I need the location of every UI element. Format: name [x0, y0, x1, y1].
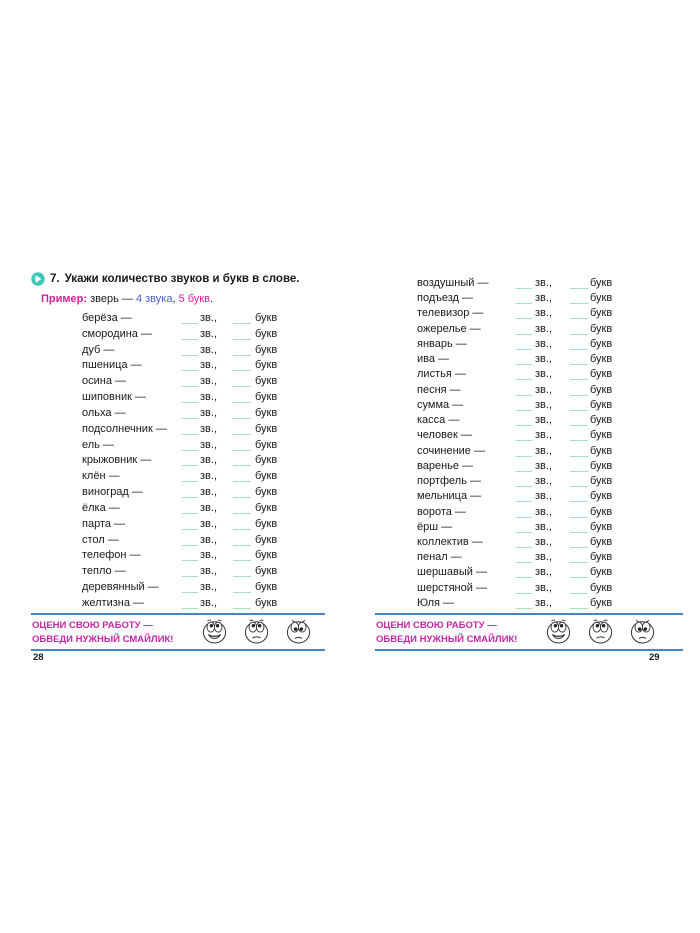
letters-label: букв	[255, 470, 278, 483]
sounds-blank	[516, 369, 532, 380]
sounds-blank	[182, 313, 198, 324]
sounds-blank	[516, 507, 532, 518]
word-label: январь —	[417, 337, 467, 350]
sounds-label: зв.,	[200, 501, 217, 514]
letters-blank	[570, 278, 588, 289]
word-label: телевизор —	[417, 307, 484, 320]
sounds-blank	[182, 392, 198, 403]
letters-label: букв	[590, 292, 613, 305]
letters-blank	[570, 446, 588, 457]
letters-label: букв	[590, 459, 613, 472]
word-label: крыжовник —	[82, 454, 152, 467]
sounds-blank	[516, 385, 532, 396]
letters-label: букв	[590, 398, 613, 411]
sounds-label: зв.,	[200, 343, 217, 356]
rate-instruction-line1: ОЦЕНИ СВОЮ РАБОТУ —	[32, 620, 153, 631]
word-row	[375, 566, 685, 581]
rate-instruction-line2: ОБВЕДИ НУЖНЫЙ СМАЙЛИК!	[376, 633, 518, 645]
letters-label: букв	[590, 475, 613, 488]
sounds-blank	[516, 522, 532, 533]
sounds-blank	[516, 293, 532, 304]
word-label: сочинение —	[417, 444, 485, 457]
letters-label: букв	[590, 322, 613, 335]
sounds-blank	[182, 360, 198, 371]
word-label: ёлка —	[82, 501, 120, 514]
word-label: касса —	[417, 414, 460, 427]
letters-label: букв	[590, 414, 613, 427]
letters-label: букв	[590, 566, 613, 579]
sounds-label: зв.,	[200, 454, 217, 467]
sounds-label: зв.,	[535, 551, 552, 564]
footer-bottom-line	[375, 649, 683, 651]
letters-label: букв	[590, 596, 613, 609]
letters-blank	[233, 519, 251, 530]
letters-blank	[570, 293, 588, 304]
letters-blank	[570, 522, 588, 533]
letters-label: букв	[255, 549, 278, 562]
word-row	[375, 368, 685, 383]
word-row	[375, 582, 685, 597]
letters-blank	[233, 329, 251, 340]
word-row	[31, 328, 331, 344]
page-number-right: 29	[649, 652, 660, 663]
word-label: листья —	[417, 368, 466, 381]
sounds-label: зв.,	[200, 565, 217, 578]
sounds-label: зв.,	[535, 444, 552, 457]
sounds-label: зв.,	[200, 470, 217, 483]
word-row	[375, 384, 685, 399]
letters-label: букв	[255, 438, 278, 451]
sounds-blank	[516, 339, 532, 350]
word-row	[31, 470, 331, 486]
word-label: стол —	[82, 533, 119, 546]
letters-blank	[233, 360, 251, 371]
word-label: портфель —	[417, 475, 481, 488]
task-title: Укажи количество звуков и букв в слове.	[64, 273, 300, 285]
word-row	[31, 565, 331, 581]
letters-label: букв	[590, 535, 613, 548]
sounds-blank	[516, 324, 532, 335]
smiley-happy-icon	[545, 616, 572, 646]
word-row	[31, 518, 331, 534]
letters-label: букв	[255, 359, 278, 372]
sounds-label: зв.,	[200, 549, 217, 562]
letters-blank	[233, 440, 251, 451]
sounds-blank	[516, 537, 532, 548]
word-label: сумма —	[417, 398, 464, 411]
sounds-blank	[182, 519, 198, 530]
word-list-right	[375, 277, 685, 612]
letters-label: букв	[255, 581, 278, 594]
smiley-group	[545, 616, 656, 646]
letters-blank	[233, 598, 251, 609]
sounds-blank	[182, 566, 198, 577]
example-letters: 5 букв	[178, 293, 210, 305]
rate-instruction	[376, 619, 517, 646]
letters-label: букв	[255, 375, 278, 388]
sounds-label: зв.,	[200, 596, 217, 609]
word-row	[31, 423, 331, 439]
word-row	[31, 439, 331, 455]
sounds-label: зв.,	[535, 505, 552, 518]
smiley-neutral-icon	[587, 616, 614, 646]
word-label: телефон —	[82, 549, 141, 562]
word-label: воздушный —	[417, 277, 489, 289]
letters-label: букв	[590, 505, 613, 518]
letters-label: букв	[255, 501, 278, 514]
word-label: деревянный —	[82, 581, 159, 594]
letters-label: букв	[590, 581, 613, 594]
letters-blank	[570, 354, 588, 365]
letters-label: букв	[590, 337, 613, 350]
word-row	[31, 581, 331, 597]
footer-top-line	[375, 613, 683, 615]
sounds-label: зв.,	[535, 490, 552, 503]
sounds-label: зв.,	[535, 368, 552, 381]
letters-blank	[233, 392, 251, 403]
word-row	[375, 277, 685, 292]
word-label: пенал —	[417, 551, 462, 564]
sounds-blank	[516, 598, 532, 609]
word-row	[375, 338, 685, 353]
word-label: ольха —	[82, 406, 126, 419]
word-row	[375, 445, 685, 460]
letters-blank	[570, 598, 588, 609]
rate-footer-left	[31, 613, 325, 653]
letters-blank	[570, 552, 588, 563]
sounds-blank	[182, 408, 198, 419]
word-label: подъезд —	[417, 292, 474, 305]
sounds-label: зв.,	[535, 566, 552, 579]
smiley-happy-icon	[201, 616, 228, 646]
word-row	[375, 506, 685, 521]
letters-label: букв	[255, 312, 278, 324]
example-label: Пример:	[41, 293, 88, 305]
word-row	[375, 399, 685, 414]
sounds-blank	[516, 446, 532, 457]
sounds-label: зв.,	[200, 517, 217, 530]
word-label: пшеница —	[82, 359, 142, 372]
word-label: виноград —	[82, 486, 143, 499]
letters-blank	[570, 308, 588, 319]
word-row	[31, 391, 331, 407]
letters-label: букв	[255, 565, 278, 578]
sounds-label: зв.,	[535, 535, 552, 548]
word-label: коллектив —	[417, 535, 483, 548]
sounds-label: зв.,	[535, 292, 552, 305]
word-row	[375, 475, 685, 490]
word-label: мельница —	[417, 490, 482, 503]
word-label: дуб —	[82, 343, 115, 356]
letters-blank	[233, 566, 251, 577]
word-label: ожерелье —	[417, 322, 481, 335]
letters-blank	[233, 455, 251, 466]
word-row	[375, 323, 685, 338]
sounds-label: зв.,	[200, 312, 217, 324]
sounds-label: зв.,	[535, 520, 552, 533]
sounds-blank	[516, 583, 532, 594]
word-row	[31, 534, 331, 550]
sounds-blank	[516, 552, 532, 563]
example-period: .	[209, 293, 214, 305]
word-row	[31, 597, 331, 613]
letters-label: букв	[255, 517, 278, 530]
word-label: берёза —	[82, 312, 132, 324]
letters-blank	[233, 345, 251, 356]
example-comma: ,	[172, 293, 176, 305]
sounds-blank	[182, 503, 198, 514]
task-marker-icon	[31, 272, 45, 286]
sounds-label: зв.,	[535, 353, 552, 366]
sounds-blank	[516, 567, 532, 578]
sounds-label: зв.,	[535, 475, 552, 488]
word-row	[31, 359, 331, 375]
letters-blank	[570, 507, 588, 518]
letters-label: букв	[255, 596, 278, 609]
sounds-blank	[516, 430, 532, 441]
sounds-blank	[516, 461, 532, 472]
letters-label: букв	[590, 429, 613, 442]
word-row	[31, 407, 331, 423]
letters-blank	[233, 424, 251, 435]
sounds-label: зв.,	[200, 327, 217, 340]
letters-blank	[570, 339, 588, 350]
sounds-label: зв.,	[200, 359, 217, 372]
sounds-label: зв.,	[535, 429, 552, 442]
letters-label: букв	[590, 490, 613, 503]
word-row	[375, 521, 685, 536]
sounds-blank	[516, 415, 532, 426]
word-row	[375, 292, 685, 307]
word-row	[375, 307, 685, 322]
word-label: подсолнечник —	[82, 422, 167, 435]
letters-blank	[570, 461, 588, 472]
letters-blank	[570, 583, 588, 594]
sounds-blank	[182, 550, 198, 561]
sounds-blank	[182, 376, 198, 387]
rate-instruction-line2: ОБВЕДИ НУЖНЫЙ СМАЙЛИК!	[32, 633, 174, 645]
word-row	[31, 549, 331, 565]
letters-label: букв	[590, 368, 613, 381]
sounds-label: зв.,	[200, 438, 217, 451]
task-example	[41, 293, 213, 305]
rate-instruction-line1: ОЦЕНИ СВОЮ РАБОТУ —	[376, 620, 497, 631]
sounds-blank	[182, 598, 198, 609]
letters-blank	[233, 550, 251, 561]
rate-instruction	[32, 619, 173, 646]
sounds-blank	[182, 487, 198, 498]
word-row	[375, 460, 685, 475]
word-row	[31, 486, 331, 502]
task-header	[31, 272, 299, 286]
sounds-label: зв.,	[535, 383, 552, 396]
example-word: зверь —	[90, 293, 133, 305]
word-label: шерстяной —	[417, 581, 487, 594]
letters-label: букв	[255, 406, 278, 419]
letters-label: букв	[255, 533, 278, 546]
word-label: осина —	[82, 375, 127, 388]
letters-blank	[570, 491, 588, 502]
sounds-blank	[182, 535, 198, 546]
letters-blank	[570, 400, 588, 411]
word-label: Юля —	[417, 596, 455, 609]
sounds-label: зв.,	[535, 337, 552, 350]
sounds-label: зв.,	[535, 459, 552, 472]
word-label: шиповник —	[82, 391, 146, 404]
letters-blank	[233, 487, 251, 498]
letters-label: букв	[590, 277, 613, 289]
word-label: клён —	[82, 470, 120, 483]
letters-blank	[233, 408, 251, 419]
footer-bottom-line	[31, 649, 325, 651]
letters-blank	[570, 324, 588, 335]
sounds-blank	[182, 471, 198, 482]
letters-label: букв	[590, 520, 613, 533]
word-label: варенье —	[417, 459, 474, 472]
footer-top-line	[31, 613, 325, 615]
sounds-label: зв.,	[535, 581, 552, 594]
letters-blank	[570, 385, 588, 396]
letters-blank	[233, 313, 251, 324]
word-row	[31, 454, 331, 470]
sounds-label: зв.,	[200, 533, 217, 546]
letters-label: букв	[590, 444, 613, 457]
letters-label: букв	[255, 343, 278, 356]
page-number-left: 28	[33, 652, 44, 663]
word-row	[375, 490, 685, 505]
sounds-label: зв.,	[535, 277, 552, 289]
word-row	[31, 312, 331, 328]
sounds-label: зв.,	[535, 322, 552, 335]
word-label: смородина —	[82, 327, 152, 340]
word-label: песня —	[417, 383, 461, 396]
word-label: шершавый —	[417, 566, 487, 579]
letters-label: букв	[255, 327, 278, 340]
smiley-neutral-icon	[243, 616, 270, 646]
sounds-label: зв.,	[200, 406, 217, 419]
word-row	[375, 414, 685, 429]
word-row	[375, 536, 685, 551]
letters-label: букв	[255, 486, 278, 499]
word-row	[375, 353, 685, 368]
rate-footer-right	[375, 613, 683, 653]
letters-label: букв	[590, 383, 613, 396]
smiley-sad-icon	[285, 616, 312, 646]
letters-label: букв	[255, 391, 278, 404]
letters-blank	[233, 582, 251, 593]
word-row	[31, 375, 331, 391]
sounds-label: зв.,	[200, 422, 217, 435]
smiley-group	[201, 616, 312, 646]
letters-label: букв	[255, 422, 278, 435]
sounds-blank	[516, 308, 532, 319]
sounds-blank	[516, 354, 532, 365]
letters-blank	[570, 415, 588, 426]
letters-blank	[233, 376, 251, 387]
sounds-label: зв.,	[200, 375, 217, 388]
letters-blank	[570, 369, 588, 380]
word-label: ива —	[417, 353, 450, 366]
letters-blank	[570, 567, 588, 578]
word-label: ель —	[82, 438, 114, 451]
word-label: тепло —	[82, 565, 126, 578]
word-label: желтизна —	[82, 596, 145, 609]
sounds-blank	[182, 582, 198, 593]
sounds-label: зв.,	[200, 391, 217, 404]
sounds-blank	[516, 278, 532, 289]
sounds-blank	[182, 455, 198, 466]
word-label: ворота —	[417, 505, 466, 518]
sounds-label: зв.,	[535, 398, 552, 411]
smiley-sad-icon	[629, 616, 656, 646]
sounds-blank	[182, 440, 198, 451]
letters-blank	[570, 476, 588, 487]
letters-blank	[233, 503, 251, 514]
word-row	[375, 597, 685, 612]
sounds-blank	[516, 476, 532, 487]
sounds-label: зв.,	[535, 596, 552, 609]
task-number: 7.	[50, 273, 60, 285]
word-row	[31, 344, 331, 360]
sounds-blank	[516, 400, 532, 411]
letters-blank	[570, 430, 588, 441]
word-label: парта —	[82, 517, 126, 530]
letters-blank	[233, 471, 251, 482]
sounds-blank	[516, 491, 532, 502]
sounds-label: зв.,	[535, 307, 552, 320]
sounds-blank	[182, 424, 198, 435]
sounds-blank	[182, 345, 198, 356]
word-row	[375, 551, 685, 566]
example-sounds: 4 звука	[135, 293, 173, 305]
word-row	[375, 429, 685, 444]
word-label: человек —	[417, 429, 472, 442]
letters-label: букв	[590, 307, 613, 320]
word-list-left	[31, 312, 331, 613]
sounds-label: зв.,	[200, 581, 217, 594]
sounds-label: зв.,	[535, 414, 552, 427]
word-label: ёрш —	[417, 520, 453, 533]
sounds-label: зв.,	[200, 486, 217, 499]
letters-label: букв	[590, 353, 613, 366]
word-row	[31, 502, 331, 518]
letters-blank	[233, 535, 251, 546]
sounds-blank	[182, 329, 198, 340]
letters-blank	[570, 537, 588, 548]
letters-label: букв	[255, 454, 278, 467]
letters-label: букв	[590, 551, 613, 564]
